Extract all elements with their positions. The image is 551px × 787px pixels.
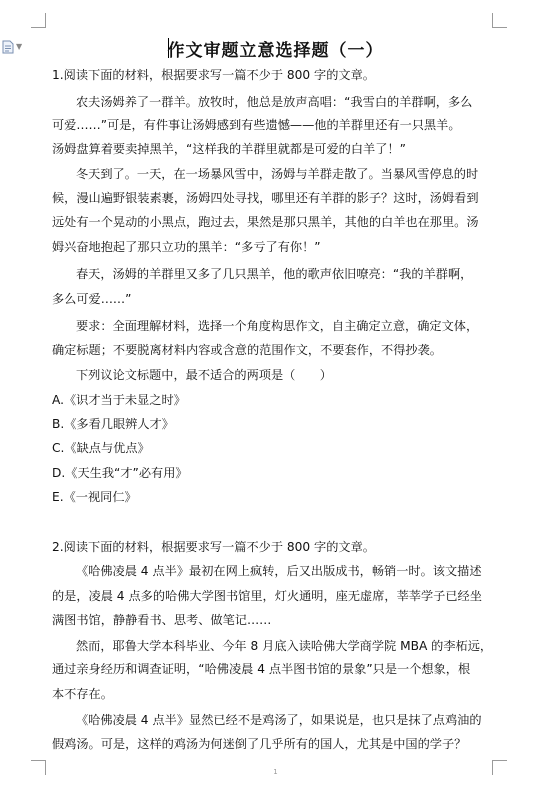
q2-para1-line: 《哈佛凌晨 4 点半》最初在网上疯转，后又出版成书，畅销一时。该文描述: [76, 564, 482, 578]
q1-para2-line: 姆兴奋地抱起了那只立功的黑羊：“多亏了有你！”: [52, 240, 321, 254]
page-number: 1: [273, 768, 278, 776]
q2-para1-line: 满图书馆，静静看书、思考、做笔记……: [52, 613, 272, 627]
margin-corner-top-left: [31, 13, 46, 28]
q2-para2-line: 通过亲身经历和调查证明，“哈佛凌晨 4 点半图书馆的景象”只是一个想象，根: [52, 662, 471, 676]
q1-option-d: D.《天生我“才”必有用》: [52, 466, 188, 480]
chevron-down-icon[interactable]: ▼: [16, 42, 23, 51]
q1-para1-line: 汤姆盘算着要卖掉黑羊，“这样我的羊群里就都是可爱的白羊了！”: [52, 142, 406, 156]
page-title: 作文审题立意选择题（一）: [167, 41, 384, 61]
q2-para2-line: 然而，耶鲁大学本科毕业、今年 8 月底入读哈佛大学商学院 MBA 的李柘远，: [76, 639, 493, 653]
q1-prompt: 1.阅读下面的材料，根据要求写一篇不少于 800 字的文章。: [52, 68, 375, 82]
q1-option-a: A.《识才当于未显之时》: [52, 393, 186, 407]
q1-requirement-line: 要求：全面理解材料，选择一个角度构思作文，自主确定立意，确定文体，: [76, 319, 479, 333]
q1-option-c: C.《缺点与优点》: [52, 441, 150, 455]
q2-prompt: 2.阅读下面的材料，根据要求写一篇不少于 800 字的文章。: [52, 540, 375, 554]
q2-para2-line: 本不存在。: [52, 687, 113, 701]
q1-para2-line: 远处有一个晃动的小黑点，跑过去，果然是那只黑羊，其他的白羊也在那里。汤: [52, 215, 479, 229]
q1-option-e: E.《一视同仁》: [52, 490, 137, 504]
q1-question: 下列议论文标题中，最不适合的两项是（ ）: [76, 368, 332, 382]
q1-para2-line: 候，漫山遍野银装素裹，汤姆四处寻找，哪里还有羊群的影子？这时，汤姆看到: [52, 191, 479, 205]
q2-para3-line: 假鸡汤。可是，这样的鸡汤为何迷倒了几乎所有的国人，尤其是中国的学子？: [52, 737, 467, 751]
q2-para3-line: 《哈佛凌晨 4 点半》显然已经不是鸡汤了，如果说是，也只是抹了点鸡油的: [76, 713, 482, 727]
q1-para3-line: 春天，汤姆的羊群里又多了几只黑羊，他的歌声依旧嘹亮：“我的羊群啊，: [76, 267, 473, 281]
q2-para1-line: 的是，凌晨 4 点多的哈佛大学图书馆里，灯火通明，座无虚席，莘莘学子已经坐: [52, 589, 482, 603]
q1-para2-line: 冬天到了。一天，在一场暴风雪中，汤姆与羊群走散了。当暴风雪停息的时: [76, 167, 479, 181]
q1-para3-line: 多么可爱……”: [52, 292, 132, 306]
q1-requirement-line: 确定标题；不要脱离材料内容或含意的范围作文，不要套作，不得抄袭。: [52, 343, 442, 357]
q1-para1-line: 可爱……”可是，有件事让汤姆感到有些遗憾——他的羊群里还有一只黑羊。: [52, 118, 461, 132]
q1-option-b: B.《多看几眼辨人才》: [52, 417, 174, 431]
q1-para1-line: 农夫汤姆养了一群羊。放牧时，他总是放声高唱：“我雪白的羊群啊，多么: [76, 95, 473, 109]
margin-corner-top-right: [492, 13, 507, 28]
